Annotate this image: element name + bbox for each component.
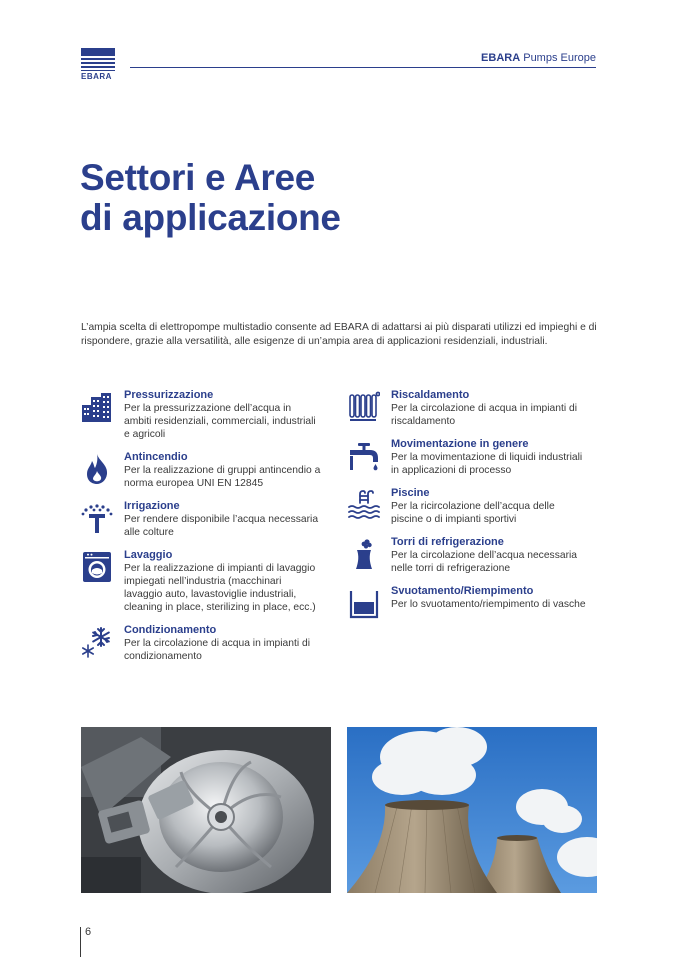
brand-rest: Pumps Europe — [520, 52, 596, 64]
sector-torri-refrigerazione — [348, 536, 588, 575]
sector-text: Per la circolazione di acqua in impianti di riscaldamento — [391, 403, 578, 427]
sector-lavaggio — [81, 549, 321, 614]
sector-condizionamento — [81, 624, 321, 663]
sector-riscaldamento — [348, 389, 588, 428]
sector-title: Condizionamento — [124, 624, 217, 636]
sector-text: Per la realizzazione di gruppi antincendio a norma europea UNI EN 12845 — [124, 465, 321, 489]
sector-text: Per la circolazione dell’acqua necessaria nelle torri di refrigerazione — [391, 550, 578, 574]
sector-text: Per la movimentazione di liquidi industriali in applicazioni di processo — [391, 452, 583, 476]
sector-title: Piscine — [391, 487, 430, 499]
sector-antincendio — [81, 451, 321, 490]
pump-impeller-photo — [81, 727, 331, 893]
brand-bold: EBARA — [481, 52, 521, 64]
header-rule — [130, 67, 596, 68]
sector-svuotamento-riempimento — [348, 585, 588, 611]
sector-piscine — [348, 487, 588, 526]
sector-title: Irrigazione — [124, 500, 180, 512]
title-line-2: di applicazione — [80, 197, 341, 238]
sector-text: Per la circolazione di acqua in impianti di condizionamento — [124, 638, 311, 662]
sector-title: Torri di refrigerazione — [391, 536, 504, 548]
sectors-left-column — [81, 389, 321, 673]
sprinkler-icon — [81, 502, 113, 534]
logo-word: EBARA — [81, 72, 112, 81]
pool-icon — [348, 489, 380, 521]
sector-text: Per lo svuotamento/riempimento di vasche — [391, 599, 586, 610]
sector-title: Antincendio — [124, 451, 188, 463]
faucet-icon — [348, 440, 380, 472]
buildings-icon — [81, 391, 113, 423]
header-brand — [481, 52, 596, 64]
sector-title: Lavaggio — [124, 549, 173, 561]
page-title — [80, 158, 341, 238]
sector-title: Movimentazione in genere — [391, 438, 529, 450]
sectors-right-column — [348, 389, 588, 621]
tank-icon — [348, 587, 380, 619]
sector-irrigazione — [81, 500, 321, 539]
sector-text: Per la ricircolazione dell’acqua delle piscine o di impianti sportivi — [391, 501, 555, 525]
intro-paragraph: L’ampia scelta di elettropompe multistadio consente ad EBARA di adattarsi ai più disparati utilizzi ed impieghi e di rispondere, grazie alla versatilità, alle esigenze di un’ampia area di applicazioni residenziali, industriali. — [81, 322, 597, 347]
washing-machine-icon — [81, 551, 113, 583]
snowflake-icon — [81, 626, 113, 658]
flame-icon — [81, 453, 113, 485]
sector-title: Svuotamento/Riempimento — [391, 585, 534, 597]
ebara-logo — [81, 48, 115, 81]
sector-text: Per rendere disponibile l’acqua necessaria alle colture — [124, 514, 319, 538]
sector-title: Pressurizzazione — [124, 389, 214, 401]
page-number: 6 — [85, 926, 92, 938]
sector-title: Riscaldamento — [391, 389, 470, 401]
page-number-rule — [80, 927, 81, 957]
sector-pressurizzazione — [81, 389, 321, 441]
sector-movimentazione — [348, 438, 588, 477]
cooling-tower-icon — [348, 538, 380, 570]
cooling-towers-photo — [347, 727, 597, 893]
logo-bars-icon — [81, 48, 115, 71]
title-line-1: Settori e Aree — [80, 157, 316, 198]
sector-text: Per la pressurizzazione dell’acqua in ambiti residenziali, commerciali, industriali e agricoli — [124, 403, 316, 440]
sector-text: Per la realizzazione di impianti di lavaggio impiegati nell’industria (macchinari lavaggio auto, lavastoviglie industriali, cleaning in place, sterilizing in place, ecc.) — [124, 563, 316, 613]
radiator-icon — [348, 391, 380, 423]
